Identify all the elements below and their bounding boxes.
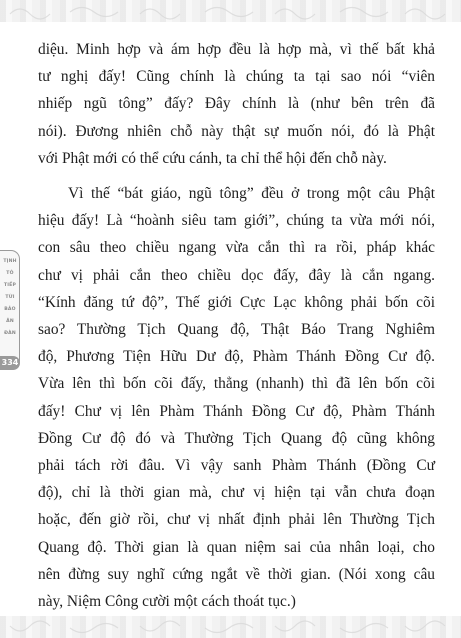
side-tab-line: TỊNH (3, 259, 17, 264)
text-line: “Kính đăng tứ độ”, Thế giới Cực Lạc không phải bốn cõi (38, 293, 435, 311)
text-line: độ), chỉ là thời gian mà, chư vị hiện tại vẫn chưa đoạn (38, 484, 435, 502)
text-line: chư vị phải cắn theo chiều dọc đấy, đây là cắn ngang. (38, 266, 435, 284)
text-line: nên đừng suy nghĩ cứng ngắt về thời gian. (Nói xong câu (38, 565, 435, 583)
ornament-pattern-icon (0, 0, 461, 22)
text-line: Vừa lên thì bốn cõi đấy, thẳng (nhanh) thì đã lên bốn cõi (38, 375, 435, 393)
decorative-top-border (0, 0, 461, 22)
side-tab-line: TỪI (5, 295, 15, 300)
side-tab-line: TIẾP (3, 283, 17, 288)
side-tab-label (1, 256, 19, 340)
text-line: Vì thế “bát giáo, ngũ tông” đều ở trong một câu Phật (68, 185, 435, 203)
text-line: phải tách rời đâu. Vì vậy sanh Phàm Thánh (Đồng Cư (38, 457, 435, 475)
text-line: với Phật mới có thể cứu cánh, ta chỉ thể hội đến chỗ này. (38, 149, 387, 167)
text-line: nhiếp ngũ tông” đấy? Đây chính là (như bên trên đã (38, 95, 435, 113)
text-line: hiệu đấy! Là “hoành siêu tam giới”, chúng ta vừa mới nói, (38, 212, 435, 230)
decorative-bottom-border (0, 616, 461, 638)
text-line: này, Niệm Công cười một cách thoát tục.) (38, 593, 296, 611)
text-line: sao? Thường Tịch Quang độ, Thật Báo Trang Nghiêm (38, 321, 435, 339)
text-line: đấy! Chư vị lên Phàm Thánh Đồng Cư độ, Phàm Thánh (38, 402, 435, 420)
text-line: con sâu theo chiều ngang vừa cắn thì ra rồi, pháp khác (38, 239, 435, 257)
paragraph-2 (38, 180, 435, 615)
text-line: nói). Đương nhiên chỗ này thật sự muốn nói, đó là Phật (38, 122, 435, 140)
text-line: tư nghị đấy! Cũng chính là chúng ta tại sao nói “viên (38, 68, 435, 86)
text-line: Đồng Cư độ đó và Thường Tịch Quang độ cũng không (38, 429, 435, 447)
paragraph-1 (38, 36, 435, 172)
text-line: diệu. Minh hợp và ám hợp đều là hợp mà, vì thế bất khả (38, 41, 435, 58)
text-line: độ, Phương Tiện Hữu Dư độ, Phàm Thánh Đồng Cư độ. (38, 348, 435, 366)
side-tab-line: ĐÀN (4, 331, 16, 336)
side-tab-line: TÔ (6, 271, 14, 276)
side-tab-line: ÂN (6, 319, 14, 324)
text-line: hoặc, đến giờ rồi, chư vị nhất định phải lên Thường Tịch (38, 511, 435, 529)
ornament-pattern-icon (0, 616, 461, 638)
side-tab-line: BẢO (4, 307, 16, 312)
page-number: 334 (0, 356, 20, 370)
text-line: Quang độ. Thời gian là quan niệm sai của nhân loại, cho (38, 538, 435, 556)
body-text (38, 36, 435, 615)
